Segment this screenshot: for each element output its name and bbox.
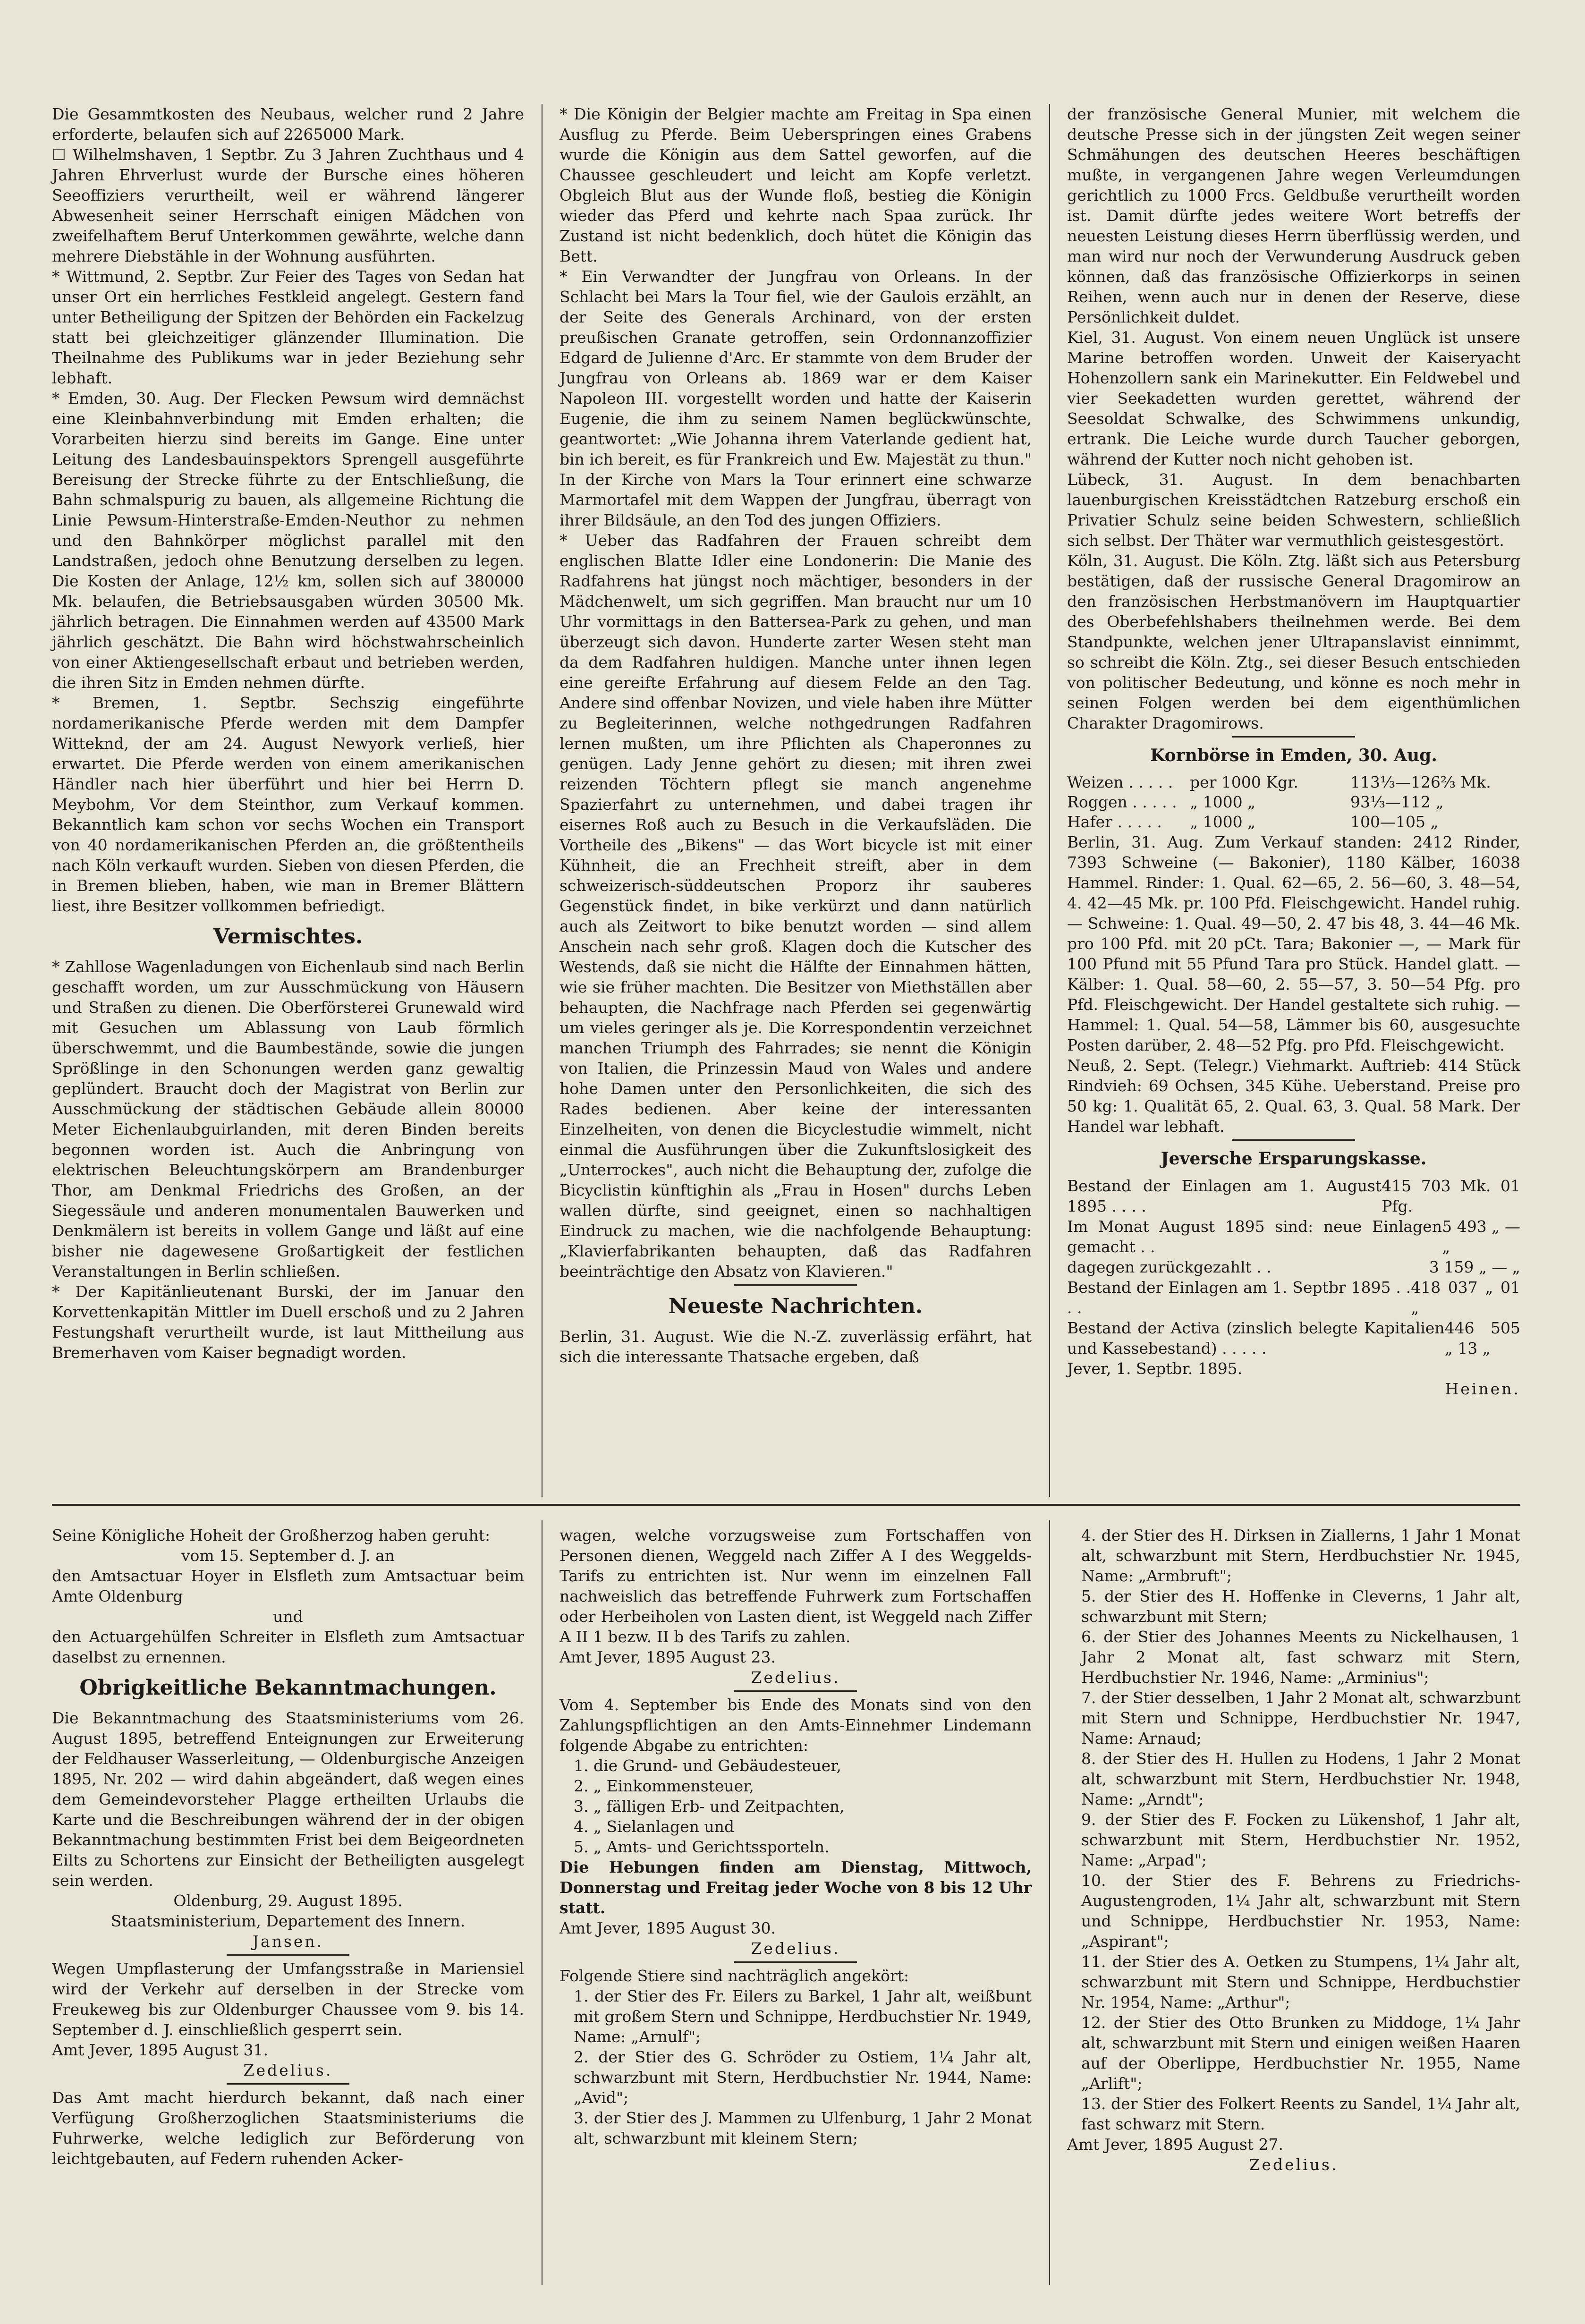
column-3: [1067, 104, 1520, 1501]
spar-footer: Jever, 1. Septbr. 1895.: [1067, 1359, 1243, 1378]
signature: Zedelius.: [243, 2061, 333, 2079]
paragraph: Staatsministerium, Departement des Innern.: [110, 1912, 466, 1930]
paragraph: Amt Jever, 1895 August 23.: [559, 1648, 776, 1666]
divider: [227, 2083, 349, 2085]
news-berlin: Berlin, 31. August. Wie die N.-Z. zuverlässig erfährt, hat sich die interessante Thatsache ergeben, daß: [559, 1327, 1032, 1366]
spar-row: [1067, 1216, 1520, 1257]
divider: [734, 1284, 857, 1286]
divider: [1232, 736, 1355, 738]
column-1: [52, 104, 524, 1501]
paragraph: Wegen Umpflasterung der Umfangsstraße in Mariensiel wird der Verkehr auf derselben in der Strecke vom Freukeweg bis zur Oldenburger Chaussee vom 9. bis 14. September d. J. einschließlich gesperrt sein.: [52, 1959, 524, 2039]
news-burski: * Der Kapitänlieutenant Burski, der im Januar den Korvettenkapitän Mittler im Duell erschoß und zu 2 Jahren Festungshaft verurtheilt wurde, ist laut Mittheilung aus Bremerhaven vom Kaiser begnadigt worden.: [52, 1282, 524, 1362]
news-luebeck: Lübeck, 31. August. In dem benachbarten lauenburgischen Kreisstädtchen Ratzeburg erschoß ein Privatier Schulz seine beiden Schwestern, schließlich sich selbst. Der Thäter war vermuthlich geistesgestört.: [1067, 470, 1520, 550]
section-heading-vermischtes: Vermischtes.: [213, 925, 363, 949]
news-kiel: Kiel, 31. August. Von einem neuen Unglück ist unsere Marine betroffen worden. Unweit der Kaiseryacht Hohenzollern sank ein Marinekutter. Ein Feldwebel und vier Seekadetten wurden gerettet, während der Seesoldat Schwalke, des Schwimmens unkundig, ertrank. Die Leiche wurde durch Taucher geborgen, während der Kutter noch nicht gehoben ist.: [1067, 328, 1520, 468]
divider: [1232, 1139, 1355, 1141]
list-item: 2. der Stier des G. Schröder zu Ostiem, 1¼ Jahr alt, schwarzbunt mit Stern, Herdbuchstier Nr. 1944, Name: „Avid";: [574, 2048, 1032, 2107]
paragraph: Amt Jever, 1895 August 31.: [52, 2041, 269, 2059]
news-emden: * Emden, 30. Aug. Der Flecken Pewsum wird demnächst eine Kleinbahnverbindung mit Emden erhalten; die Vorarbeiten hierzu sind bereits im Gange. Eine unter Leitung des Landesbauinspektors Sprengell ausgeführte Bereisung der Strecke führte zu der Entschließung, die Bahn schmalspurig zu bauen, als allgemeine Richtung die Linie Pewsum-Hinterstraße-Emden-Neuthor zu nehmen und den Bahnkörper möglichst parallel mit den Landstraßen, jedoch ohne Benutzung derselben zu legen. Die Kosten der Anlage, 12½ km, sollen sich auf 380000 Mk. belaufen, die Betriebsausgaben würden 30500 Mk. jährlich betragen. Die Einnahmen werden auf 43500 Mark jährlich geschätzt. Die Bahn wird höchstwahrscheinlich von einer Aktiengesellschaft erbaut und betrieben werden, die ihren Sitz in Emden nehmen dürfte.: [52, 389, 524, 692]
section-heading-neueste-nachrichten: Neueste Nachrichten.: [668, 1294, 923, 1318]
spar-value: 446 505 „ 13 „: [1444, 1319, 1520, 1357]
news-munier: der französische General Munier, mit welchem die deutsche Presse sich in der jüngsten Zeit wegen seiner Schmähungen des deutschen Heeres beschäftigen mußte, in vergangenen Jahre wegen Verleumdungen gerichtlich zu 1000 Frcs. Geldbuße verurtheilt worden ist. Damit dürfte jedes weitere Wort betreffs der neuesten Leistung dieses Herrn überflüssig werden, und man wird nur noch der Verwunderung Ausdruck geben können, daß das französische Offizierkorps in seinen Reihen, wenn auch nur in denen der Reserve, diese Persönlichkeit duldet.: [1067, 105, 1520, 326]
paragraph: und: [273, 1607, 303, 1626]
divider: [227, 1954, 349, 1956]
kornboerse-title: Kornbörse in Emden, 30. Aug.: [1150, 746, 1437, 765]
spar-value: 418 037 „ 01 „: [1411, 1278, 1520, 1317]
news-koenigin-belgier: * Die Königin der Belgier machte am Freitag in Spa einen Ausflug zu Pferde. Beim Ueberspringen eines Grabens wurde die Königin aus dem Sattel geworfen, auf die Chaussee geschleudert und leicht am Kopfe verletzt. Obgleich Blut aus der Wunde floß, bestieg die Königin wieder das Pferd und kehrte nach Spaa zurück. Ihr Zustand ist nicht bedenklich, doch hütet die Königin das Bett.: [559, 105, 1032, 265]
grain-unit: „ 1000 „: [1190, 813, 1256, 831]
paragraph: Das Amt macht hierdurch bekannt, daß nach einer Verfügung Großherzoglichen Staatsministeriums die Fuhrwerke, welche lediglich zur Beförderung von leichtgebauten, auf Federn ruhenden Acker-: [52, 2088, 524, 2168]
list-item: 2. „ Einkommensteuer,: [574, 1777, 754, 1795]
spar-label: Bestand der Einlagen am 1. Septbr 1895 . . . .: [1067, 1278, 1411, 1317]
ersparungskasse-title: Jeversche Ersparungskasse.: [1161, 1149, 1427, 1169]
signature: Jansen.: [252, 1932, 324, 1951]
list-item: 10. der Stier des F. Behrens zu Friedrichs-Augustengroden, 1¼ Jahr alt, schwarzbunt mit Stern und Schnippe, Herdbuchstier Nr. 1953, Name: „Aspirant";: [1081, 1871, 1520, 1951]
paragraph: den Amtsactuar Hoyer in Elsfleth zum Amtsactuar beim Amte Oldenburg: [52, 1567, 524, 1605]
grain-price: 100—105 „: [1350, 813, 1439, 831]
news-wittmund: * Wittmund, 2. Septbr. Zur Feier des Tages von Sedan hat unser Ort ein herrliches Festkleid angelegt. Gestern fand unter Betheiligung der Spitzen der Behörden ein Fackelzug statt bei gleichzeitiger glänzender Illumination. Die Theilnahme des Publikums war in jeder Beziehung sehr lebhaft.: [52, 267, 524, 387]
divider: [734, 1961, 857, 1963]
list-item: 13. der Stier des Folkert Reents zu Sandel, 1¼ Jahr alt, fast schwarz mit Stern.: [1081, 2095, 1520, 2133]
spar-value: 5 493 „ — „: [1442, 1217, 1520, 1256]
spar-row: [1067, 1277, 1520, 1318]
paragraph: Die Hebungen finden am Dienstag, Mittwoch, Donnerstag und Freitag jeder Woche von 8 bis 12 Uhr statt.: [559, 1858, 1032, 1917]
list-item: 8. der Stier des H. Hullen zu Hodens, 1 Jahr 2 Monat alt, schwarzbunt mit Stern, Herdbuchstier Nr. 1948, Name: „Arndt";: [1081, 1749, 1520, 1808]
list-item: 12. der Stier des Otto Brunken zu Middoge, 1¼ Jahr alt, schwarzbunt mit Stern und einigen weißen Haaren auf der Oberlippe, Herdbuchstier Nr. 1955, Name „Arlift";: [1081, 2013, 1520, 2093]
newspaper-page: [52, 104, 1520, 2295]
news-eichenlaub: * Zahllose Wagenladungen von Eichenlaub sind nach Berlin geschafft worden, um zur Ausschmückung von Häusern und Straßen zu dienen. Die Oberförsterei Grunewald wird mit Gesuchen um Ablassung von Laub förmlich überschwemmt, und die Baumbestände, sowie die jungen Sprößlinge in den Schonungen werden ganz gewaltig geplündert. Braucht doch der Magistrat von Berlin zur Ausschmückung der städtischen Gebäude allein 80000 Meter Eichenlaubguirlanden, mit deren Binden bereits begonnen worden ist. Auch die Anbringung von elektrischen Beleuchtungskörpern am Brandenburger Thor, am Denkmal Friedrichs des Großen, an der Siegessäule und anderen monumentalen Bauwerken und Denkmälern ist bereits in vollem Gange und läßt auf eine bisher nie dagewesene Großartigkeit der festlichen Veranstaltungen in Berlin schließen.: [52, 958, 524, 1281]
horizontal-rule: [52, 1504, 1520, 1506]
news-radfahren-frauen: * Ueber das Radfahren der Frauen schreibt dem englischen Blatte Idler eine Londonerin: Die Manie des Radfahrens hat jüngst noch mächtiger, besonders in der Mädchenwelt, um sich gegriffen. Man braucht nur um 10 Uhr vormittags in den Battersea-Park zu gehen, und man überzeugt sich davon. Hunderte zarter Wesen steht man da dem Radfahren huldigen. Manche unter ihnen legen eine gereifte Erfahrung auf diesem Felde an den Tag. Andere sind offenbar Novizen, und viele haben ihre Mütter zu Begleiterinnen, welche nothgedrungen Radfahren lernen mußten, um ihre Pflichten als Chaperonnes zu genügen. Lady Jenne gehört zu diesen; mit ihren zwei reizenden Töchtern pflegt sie manch angenehme Spazierfahrt zu unternehmen, und dabei tragen ihr eisernes Roß auch zu Besuch in die Verkaufsläden. Die Vortheile des „Bikens" — das Wort bicycle ist mit einer Kühnheit, die an Frechheit streift, aber in dem schweizerisch-süddeutschen Proporz ihr sauberes Gegenstück findet, in bike verkürzt und dann natürlich auch als Zeitwort to bike benutzt worden — sind allem Anschein nach sehr groß. Klagen doch die Kutscher des Westends, daß sie nicht die Hälfte der Einnahmen hätten, wie sie früher machten. Die Besitzer von Miethställen aber behaupten, die Nachfrage nach Pferden sei gegenwärtig um vieles geringer als je. Die Korrespondentin verzeichnet manchen Triumph des Fahrrades; sie nennt die Königin von Italien, die Prinzessin Maud von Wales und andere hohe Damen unter den Personlichkeiten, die sich des Rades bedienen. Aber keine der interessanten Einzelheiten, von denen die Bicyclestudie wimmelt, nicht einmal die Ausführungen über die Zukunftslosigkeit des „Unterrockes", auch nicht die Behauptung der, zufolge die Bicyclistin künftighin als „Frau in Hosen" durchs Leben wallen dürfte, sind geeignet, einen so nachhaltigen Eindruck zu machen, wie die nachfolgende Behauptung: „Klavierfabrikanten behaupten, daß das Radfahren beeinträchtige den Absatz von Klavieren.": [559, 531, 1032, 1281]
grain-price: 93⅓—112 „: [1350, 793, 1444, 811]
section-heading-bekanntmachungen: Obrigkeitliche Bekanntmachungen.: [79, 1676, 497, 1700]
paragraph: Amt Jever, 1895 August 30.: [559, 1919, 776, 1937]
spar-label: Bestand der Activa (zinslich belegte Kapitalien und Kassebestand) . . . . .: [1067, 1319, 1445, 1357]
news-koeln: Köln, 31. August. Die Köln. Ztg. läßt sich aus Petersburg bestätigen, daß der russische General Dragomirow an den französischen Herbstmanövern im Hauptquartier des Oberbefehlshabers theilnehmen werde. Bei dem Standpunkte, welchen jener Ultrapanslavist einnimmt, so schreibt die Köln. Ztg., sei dieser Besuch entschieden von politischer Bedeutung, und könne es noch mehr in seinen Folgen werden bei dem eigenthümlichen Charakter Dragomirows.: [1067, 551, 1520, 732]
spar-value: 415 703 Mk. 01 Pfg.: [1382, 1177, 1520, 1215]
spar-label: Bestand der Einlagen am 1. August 1895 . . . .: [1067, 1177, 1382, 1215]
list-item: 4. der Stier des H. Dirksen in Ziallerns, 1 Jahr 1 Monat alt, schwarzbunt mit Stern, Herdbuchstier Nr. 1945, Name: „Armbruft";: [1081, 1526, 1520, 1585]
grain-unit: „ 1000 „: [1190, 793, 1256, 811]
list-item: 9. der Stier des F. Focken zu Lükenshof, 1 Jahr alt, schwarzbunt mit Stern, Herdbuchstier Nr. 1952, Name: „Arpad";: [1081, 1810, 1520, 1869]
spar-row: [1067, 1176, 1520, 1216]
news-bremen: * Bremen, 1. Septbr. Sechszig eingeführte nordamerikanische Pferde werden mit dem Dampfer Witteknd, der am 24. August Newyork verließ, hier erwartet. Die Pferde werden von einem amerikanischen Händler nach hier überführt und hier bei Herrn D. Meybohm, Vor dem Steinthor, zum Verkauf kommen. Bekanntlich kam schon vor sechs Wochen ein Transport von 40 nordamerikanischen Pferden an, die größtentheils nach Köln verkauft wurden. Sieben von diesen Pferden, die in Bremen blieben, haben, wie man in Bremer Blättern liest, ihre Besitzer vollkommen befriedigt.: [52, 694, 524, 915]
list-item: 7. der Stier desselben, 1 Jahr 2 Monat alt, schwarzbunt mit Stern und Schnippe, Herdbuchstier Nr. 1947, Name: Arnaud;: [1081, 1688, 1520, 1747]
news-wilhelmshaven: ☐ Wilhelmshaven, 1 Septbr. Zu 3 Jahren Zuchthaus und 4 Jahren Ehrverlust wurde der Bursche eines höheren Seeoffiziers verurtheilt, weil er während längerer Abwesenheit seiner Herrschaft einigen Mädchen von zweifelhaftem Beruf Unterkommen gewährte, welche dann mehrere Diebstähle in der Wohnung ausführten.: [52, 145, 524, 265]
market-berlin: Berlin, 31. Aug. Zum Verkauf standen: 2412 Rinder, 7393 Schweine (— Bakonier), 1180 Kälber, 16038 Hammel. Rinder: 1. Qual. 62—65, 2. 56—60, 3. 48—54, 4. 42—45 Mk. pr. 100 Pfd. Fleischgewicht. Handel ruhig. — Schweine: 1. Qual. 49—50, 2. 47 bis 48, 3. 44—46 Mk. pro 100 Pfd. mit 20 pCt. Tara; Bakonier —, — Mark für 100 Pfund mit 55 Pfund Tara pro Stück. Handel glatt. — Kälber: 1. Qual. 58—60, 2. 55—57, 3. 50—54 Pfg. pro Pfd. Fleischgewicht. Der Handel gestaltete sich ruhig. — Hammel: 1. Qual. 54—58, Lämmer bis 60, ausgesuchte Posten darüber, 2. 48—52 Pfg. pro Pfd. Fleischgewicht.: [1067, 833, 1520, 1054]
paragraph: vom 15. September d. J. an: [181, 1546, 395, 1565]
list-item: 5. der Stier des H. Hoffenke in Cleverns, 1 Jahr alt, schwarzbunt mit Stern;: [1081, 1587, 1520, 1626]
list-item: 6. der Stier des Johannes Meents zu Nickelhausen, 1 Jahr 2 Monat alt, fast schwarz mit Stern, Herdbuchstier Nr. 1946, Name: „Arminius";: [1081, 1628, 1520, 1687]
paragraph: Vom 4. September bis Ende des Monats sind von den Zahlungspflichtigen an den Amts-Einnehmer Lindemann folgende Abgabe zu entrichten:: [559, 1696, 1032, 1755]
spar-label: dagegen zurückgezahlt . .: [1067, 1258, 1271, 1276]
column-divider: [1049, 104, 1050, 1497]
kornboerse-row: [1067, 772, 1520, 792]
divider: [734, 1690, 857, 1692]
paragraph: den Actuargehülfen Schreiter in Elsfleth zum Amtsactuar daselbst zu ernennen.: [52, 1628, 524, 1666]
spar-label: Im Monat August 1895 sind: neue Einlagen gemacht . .: [1067, 1217, 1442, 1256]
grain-name: Weizen . . . . .: [1067, 773, 1173, 791]
list-item: 5. „ Amts- und Gerichtssporteln.: [574, 1838, 830, 1856]
bottom-column-2: [559, 1525, 1032, 2290]
ersparungskasse-table: [1067, 1176, 1520, 1358]
kornboerse-row: [1067, 792, 1520, 812]
grain-name: Roggen . . . . .: [1067, 793, 1177, 811]
bottom-column-3: [1067, 1525, 1520, 2290]
signature: Zedelius.: [751, 1668, 840, 1687]
grain-name: Hafer . . . . .: [1067, 813, 1162, 831]
news-jungfrau-orleans: * Ein Verwandter der Jungfrau von Orleans. In der Schlacht bei Mars la Tour fiel, wie der Gaulois erzählt, an der Seite des Generals Archinard, von der ersten preußischen Granate getroffen, sein Ordonnanzoffizier Edgard de Julienne d'Arc. Er stammte von dem Bruder der Jungfrau von Orleans ab. 1869 war er dem Kaiser Napoleon III. vorgestellt worden und hatte der Kaiserin Eugenie, die ihm zu seinem Namen beglückwünschte, geantwortet: „Wie Johanna ihrem Vaterlande gedient hat, bin ich bereit, es für Frankreich und Ew. Majestät zu thun." In der Kirche von Mars la Tour erinnert eine schwarze Marmortafel mit dem Wappen der Jungfrau, überragt von ihrer Bildsäule, an den Tod des jungen Offiziers.: [559, 267, 1032, 529]
kornboerse-table: [1067, 772, 1520, 832]
spar-value: 3 159 „ — „: [1429, 1258, 1520, 1276]
market-neuss: Neuß, 2. Sept. (Telegr.) Viehmarkt. Auftrieb: 414 Stück Rindvieh: 69 Ochsen, 345 Kühe. Ueberstand. Preise pro 50 kg: 1. Qualität 65, 2. Qual. 63, 3. Qual. 58 Mark. Der Handel war lebhaft.: [1067, 1056, 1520, 1136]
signature: Zedelius.: [1249, 2155, 1339, 2174]
bottom-column-1: [52, 1525, 524, 2290]
list-item: 1. die Grund- und Gebäudesteuer,: [574, 1756, 841, 1775]
grain-price: 113⅓—126⅔ Mk.: [1350, 773, 1491, 791]
list-item: 11. der Stier des A. Oetken zu Stumpens, 1¼ Jahr alt, schwarzbunt mit Stern und Schnippe, Herdbuchstier Nr. 1954, Name: „Arthur";: [1081, 1952, 1520, 2011]
paragraph: Die Bekanntmachung des Staatsministeriums vom 26. August 1895, betreffend Enteignungen zur Erweiterung der Feldhauser Wasserleitung, — Oldenburgische Anzeigen 1895, Nr. 202 — wird dahin abgeändert, daß wegen eines dem Gemeindevorsteher Plagge ertheilten Urlaubs die Karte und die Beschreibungen während der in der obigen Bekanntmachung bestimmten Frist bei dem Beigeordneten Eilts zu Schortens zur Einsicht der Betheiligten ausgelegt sein werden.: [52, 1709, 524, 1890]
paragraph: Folgende Stiere sind nachträglich angekört:: [559, 1967, 909, 1985]
paragraph: Seine Königliche Hoheit der Großherzog haben geruht:: [52, 1526, 491, 1544]
paragraph: Die Gesammtkosten des Neubaus, welcher rund 2 Jahre erforderte, belaufen sich auf 2265000 Mark.: [52, 105, 524, 144]
grain-unit: per 1000 Kgr.: [1190, 773, 1298, 791]
paragraph: wagen, welche vorzugsweise zum Fortschaffen von Personen dienen, Weggeld nach Ziffer A I des Weggelds-Tarifs zu entrichten ist. Nur wenn im einzelnen Fall nachweislich das betreffende Fuhrwerk zum Fortschaffen oder Herbeiholen von Lasten dient, ist Weggeld nach Ziffer A II 1 bezw. II b des Tarifs zu zahlen.: [559, 1526, 1032, 1646]
spar-signature: Heinen.: [1445, 1380, 1520, 1398]
signature: Zedelius.: [751, 1939, 840, 1958]
spar-row: [1067, 1257, 1520, 1277]
paragraph: Amt Jever, 1895 August 27.: [1067, 2135, 1284, 2154]
list-item: 3. „ fälligen Erb- und Zeitpachten,: [574, 1797, 845, 1815]
column-2: [559, 104, 1032, 1501]
list-item: 3. der Stier des J. Mammen zu Ulfenburg, 1 Jahr 2 Monat alt, schwarzbunt mit kleinem Stern;: [574, 2109, 1032, 2147]
spar-row: [1067, 1318, 1520, 1358]
column-divider: [1049, 1520, 1050, 2285]
kornboerse-row: [1067, 812, 1520, 832]
paragraph: Oldenburg, 29. August 1895.: [173, 1891, 403, 1910]
list-item: 1. der Stier des Fr. Eilers zu Barkel, 1 Jahr alt, weißbunt mit großem Stern und Schnippe, Herdbuchstier Nr. 1949, Name: „Arnulf";: [574, 1987, 1032, 2046]
list-item: 4. „ Sielanlagen und: [574, 1817, 734, 1836]
